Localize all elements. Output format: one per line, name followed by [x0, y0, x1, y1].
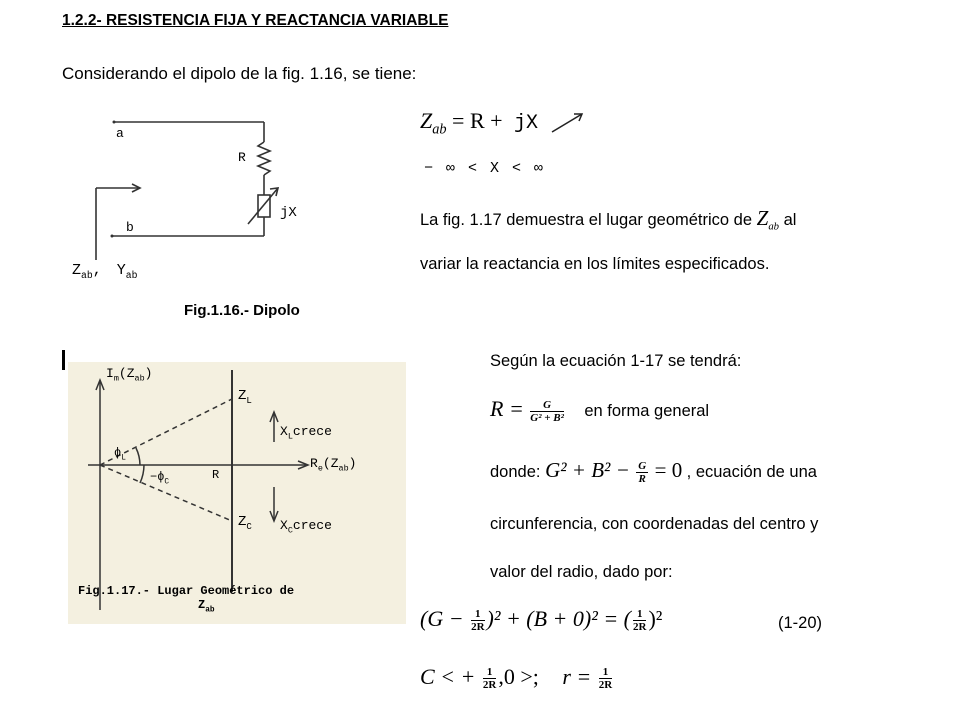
ecuacion-1-17-intro: Según la ecuación 1-17 se tendrá: — [490, 352, 742, 370]
xc-crece-label: $X_Ccrece$ — [280, 518, 332, 536]
equation-number-1-20: (1-20) — [778, 614, 823, 632]
fig-1-17-caption-line1: Fig.1.17.- Lugar Geométrico de — [78, 584, 295, 598]
point-r-label: R — [212, 468, 220, 482]
im-axis-label: $I_m(Z_{ab})$ — [106, 366, 153, 384]
figure-1-16 — [62, 110, 382, 310]
r-general-equation: R = $\frac{G}{\text{G² + B²}}$ en forma general — [490, 396, 710, 424]
resistor-label: R — [238, 150, 246, 165]
phi-c-label: $-\phi_C$ — [150, 470, 170, 487]
equation-1-20: (G − $\frac{1}{2R}$ )² + (B + 0)² = ( $\frac{1}{2R}$ )² — [420, 606, 663, 633]
center-radius-equation: C < + $\frac{1}{2R}$ ,0 >; r = $\frac{1}{2R}$ — [420, 664, 613, 691]
re-axis-label: $R_e(Z_{ab})$ — [310, 456, 357, 474]
intro-text: Considerando el dipolo de la fig. 1.16, se tiene: — [62, 64, 417, 83]
phi-l-label: $\phi_L$ — [114, 446, 126, 463]
zc-label: $Z_C$ — [238, 514, 252, 532]
resistor-symbol — [258, 142, 270, 175]
reactance-label: jX — [280, 205, 297, 221]
circunferencia-line: circunferencia, con coordenadas del centro y — [490, 515, 819, 533]
radio-line: valor del radio, dado por: — [490, 563, 673, 581]
zl-label: $Z_L$ — [238, 388, 252, 406]
section-title: 1.2.2- RESISTENCIA FIJA Y REACTANCIA VARIABLE — [62, 12, 449, 29]
terminal-b-label: b — [126, 220, 134, 235]
fig-1-17-caption-line2: $Z_{ab}$ — [198, 598, 215, 615]
fig-1-16-caption: Fig.1.16.- Dipolo — [184, 302, 300, 319]
figure-1-17 — [68, 362, 406, 624]
handwritten-arrow — [548, 110, 588, 136]
margin-mark — [62, 350, 65, 370]
impedance-label: $Z_{ab}$, $Y_{ab}$ — [72, 262, 138, 281]
impedance-equation: $Z_{ab} = R$ + jX — [420, 108, 539, 138]
donde-equation: donde: G² + B² − $\frac{G}{R}$ = 0 , ecuación de una — [490, 458, 817, 485]
paragraph-locus-intro: La fig. 1.17 demuestra el lugar geométrico de $Z_{ab}$ al — [420, 206, 797, 233]
terminal-a-label: a — [116, 126, 124, 141]
paragraph-locus-line2: variar la reactancia en los límites especificados. — [420, 255, 770, 273]
reactance-range: − ∞ < X < ∞ — [424, 160, 546, 177]
xl-crece-label: $X_Lcrece$ — [280, 424, 332, 442]
